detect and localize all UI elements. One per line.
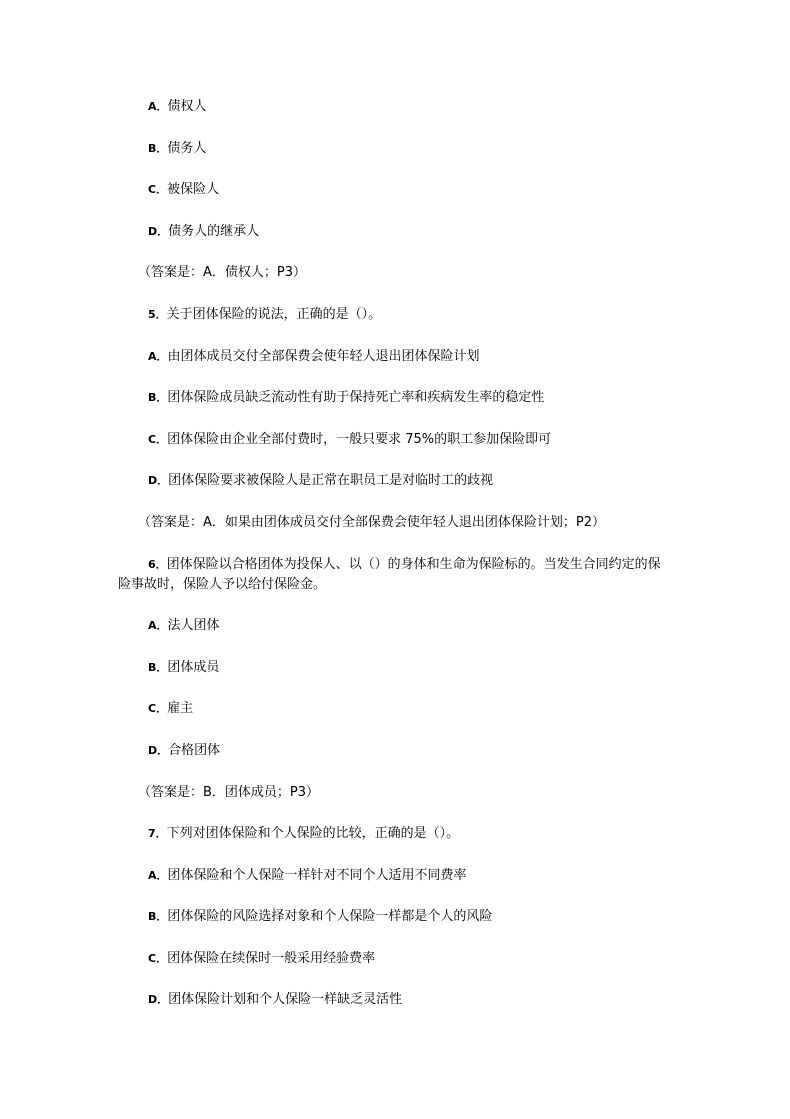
question-5: 5．关于团体保险的说法，正确的是（）。: [148, 306, 382, 322]
question-7: 7．下列对团体保险和个人保险的比较，正确的是（）。: [148, 826, 460, 842]
question-6: 6．团体保险以合格团体为投保人、以（）的身体和生命为保险标的。当发生合同约定的保险事故时，保险人予以给付保险金。: [118, 556, 661, 592]
option-c: C．团体保险在续保时一般采用经验费率: [148, 950, 376, 966]
option-d: D．债务人的继承人: [148, 223, 260, 239]
answer-q5: （答案是：A．如果由团体成员交付全部保费会使年轻人退出团体保险计划；P2）: [138, 514, 606, 530]
option-b: B．团体成员: [148, 659, 220, 675]
option-d: D．团体保险要求被保险人是正常在职员工是对临时工的歧视: [148, 473, 494, 489]
option-d: D．团体保险计划和个人保险一样缺乏灵活性: [148, 992, 403, 1008]
answer-q6: （答案是：B．团体成员；P3）: [138, 784, 320, 800]
option-d: D．合格团体: [148, 742, 221, 758]
option-c: C．雇主: [148, 701, 194, 717]
option-a: A．由团体成员交付全部保费会使年轻人退出团体保险计划: [148, 348, 480, 364]
option-b: B．团体保险成员缺乏流动性有助于保持死亡率和疾病发生率的稳定性: [148, 390, 545, 406]
option-b: B．债务人: [148, 140, 207, 156]
option-c: C．被保险人: [148, 182, 220, 198]
option-a: A．债权人: [148, 99, 207, 114]
option-a: A．法人团体: [148, 618, 220, 634]
option-b: B．团体保险的风险选择对象和个人保险一样都是个人的风险: [148, 909, 493, 925]
option-c: C．团体保险由企业全部付费时，一般只要求 75%的职工参加保险即可: [148, 431, 552, 447]
document-page: [118, 97, 666, 1032]
answer-q4: （答案是：A．债权人；P3）: [138, 265, 307, 281]
option-a: A．团体保险和个人保险一样针对不同个人适用不同费率: [148, 867, 467, 883]
